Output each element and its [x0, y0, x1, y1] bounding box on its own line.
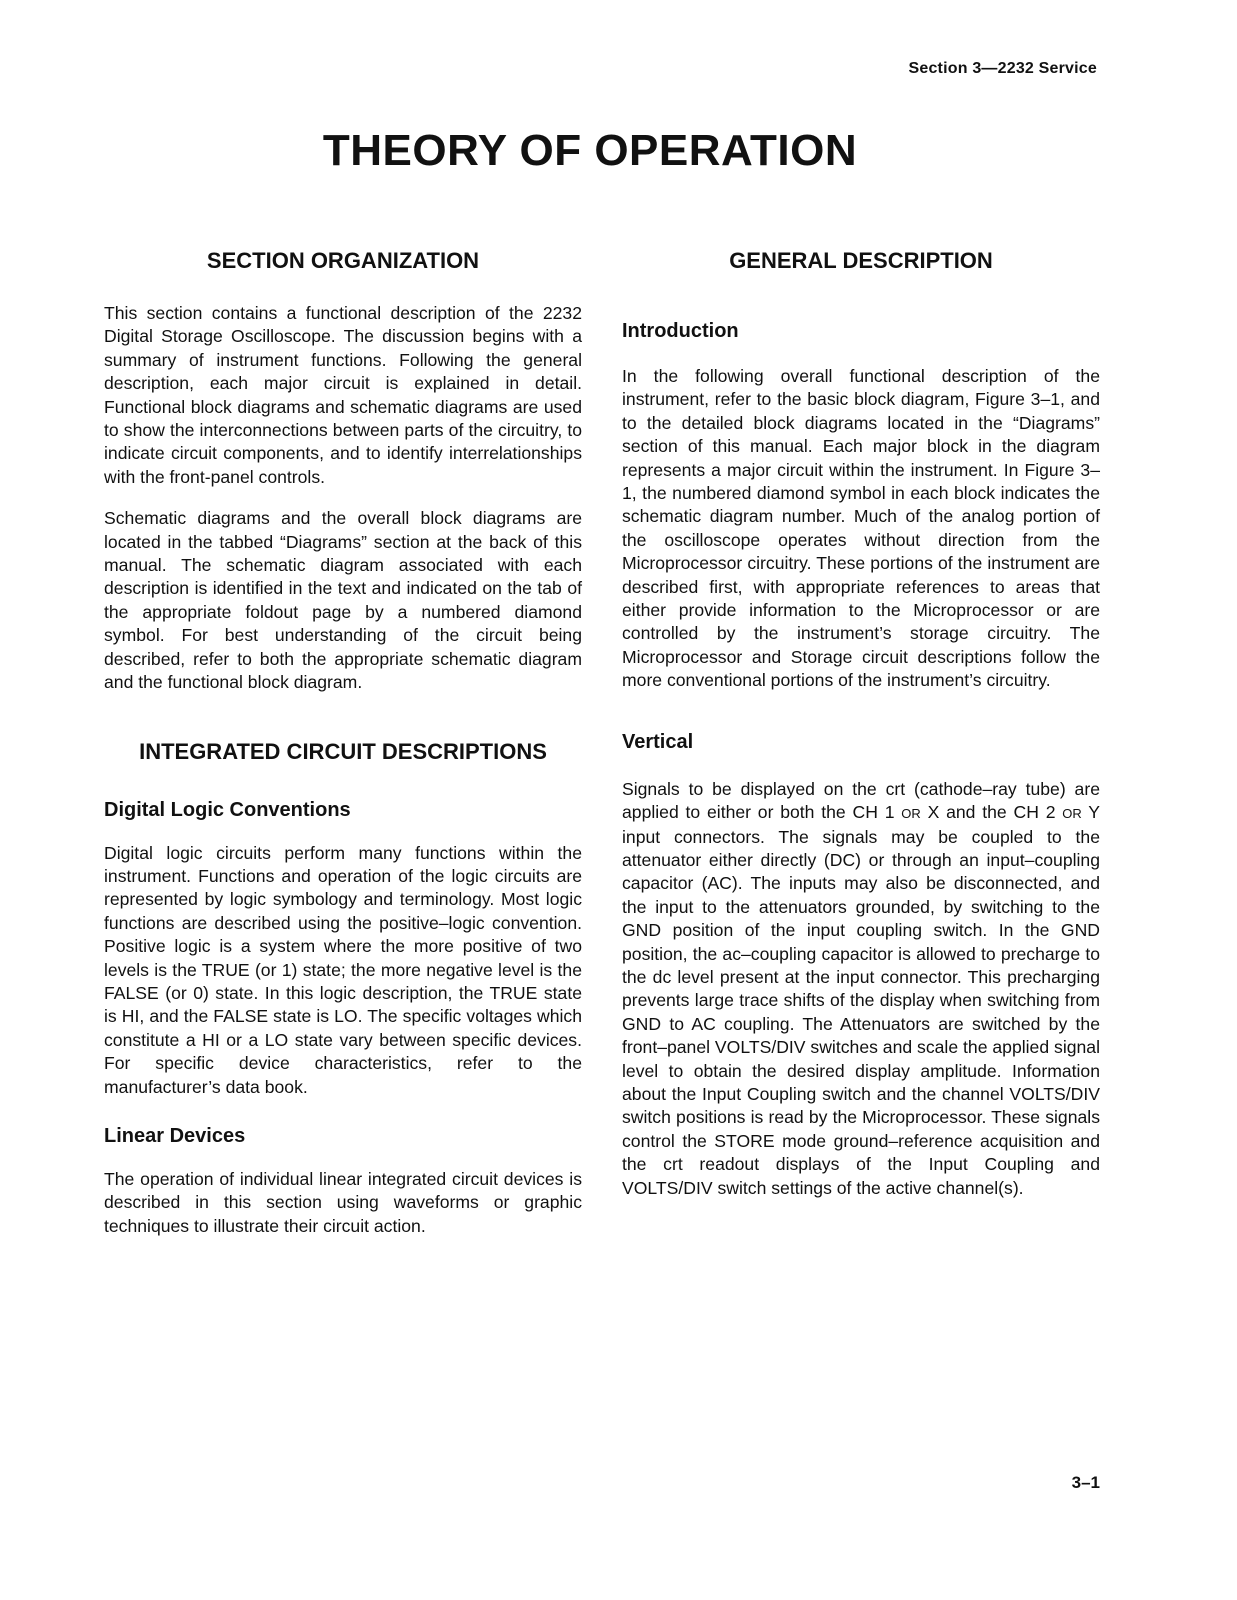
section-organization-paragraph-2: Schematic diagrams and the overall block diagrams are located in the tabbed “Diagrams” section at the back of this manual. The schematic diagram associated with each description is identified in the text and indicated on the tab of the appropriate foldout page by a numbered diamond symbol. For best understanding of the circuit being described, refer to both the appropriate schematic diagram and the functional block diagram. — [104, 508, 582, 693]
linear-devices-heading: Linear Devices — [104, 1124, 246, 1147]
or-smallcaps-2: OR — [1062, 806, 1082, 822]
section-header-label: Section 3—2232 Service — [908, 60, 1097, 77]
ic-descriptions-heading: INTEGRATED CIRCUIT DESCRIPTIONS — [139, 738, 547, 764]
vertical-text-part-3: Y input connectors. The signals may be coupled to the attenuator either directly (DC) or through an input–coupling capacitor (AC). The inputs may also be disconnected, and the input to the attenuators grounded, by switching to the GND position of the input coupling switch. In the GND position, the ac–coupling capacitor is allowed to precharge to the dc level present at the input connector. This precharging prevents large trace shifts of the display when switching from GND to AC coupling. The Attenuators are switched by the front–panel VOLTS/DIV switches and scale the applied signal level to obtain the desired display amplitude. Information about the Input Coupling switch and the channel VOLTS/DIV switch positions is read by the Microprocessor. These signals control the STORE mode ground–reference acquisition and the crt readout displays of the Input Coupling and VOLTS/DIV switch settings of the active channel(s). — [622, 802, 1100, 1198]
general-description-heading: GENERAL DESCRIPTION — [729, 248, 993, 273]
vertical-text-part-1: Signals to be displayed on the crt (cathode–ray tube) are applied to either or both the CH 1 — [622, 778, 1100, 823]
section-organization-paragraph-1: This section contains a functional description of the 2232 Digital Storage Oscilloscope. The discussion begins with a summary of instrument functions. Following the general description, each major circuit is explained in detail. Functional block diagrams and schematic diagrams are used to show the interconnections between parts of the circuitry, to indicate circuit components, and to identify interrelationships with the front-panel controls. — [104, 303, 582, 487]
page-number: 3–1 — [1071, 1473, 1100, 1492]
vertical-heading: Vertical — [622, 730, 694, 753]
introduction-heading: Introduction — [622, 320, 739, 342]
vertical-text-part-2: X and the CH 2 — [920, 802, 1063, 823]
right-column — [622, 248, 1100, 1200]
or-smallcaps-1: OR — [901, 806, 921, 822]
section-organization-heading: SECTION ORGANIZATION — [206, 248, 480, 273]
digital-logic-heading: Digital Logic Conventions — [104, 798, 351, 821]
digital-logic-paragraph: Digital logic circuits perform many functions within the instrument. Functions and operation of the logic circuits are represented by logic symbology and terminology. Most logic functions are described using the positive–logic convention. Positive logic is a system where the more positive of two levels is the TRUE (or 1) state; the more negative level is the FALSE (or 0) state. In this logic description, the TRUE state is HI, and the FALSE state is LO. The specific voltages which constitute a HI or a LO state vary between specific devices. For specific device characteristics, refer to the manufacturer’s data book. — [104, 842, 582, 1097]
vertical-paragraph — [622, 778, 1100, 1200]
linear-devices-paragraph: The operation of individual linear integrated circuit devices is described in this section using waveforms or graphic techniques to illustrate their circuit action. — [104, 1168, 582, 1236]
left-column — [104, 248, 582, 1238]
introduction-paragraph: In the following overall functional description of the instrument, refer to the basic block diagram, Figure 3–1, and to the detailed block diagrams located in the “Diagrams” section of this manual. Each major block in the diagram represents a major circuit within the instrument. In Figure 3–1, the numbered diamond symbol in each block indicates the schematic diagram number. Much of the analog portion of the oscilloscope operates without direction from the Microprocessor circuitry. These portions of the instrument are described first, with appropriate references to areas that either provide information to the Microprocessor or are controlled by the instrument’s storage circuitry. The Microprocessor and Storage circuit descriptions follow the more conventional portions of the instrument’s circuitry. — [622, 366, 1100, 691]
page-title: THEORY OF OPERATION — [322, 126, 858, 175]
